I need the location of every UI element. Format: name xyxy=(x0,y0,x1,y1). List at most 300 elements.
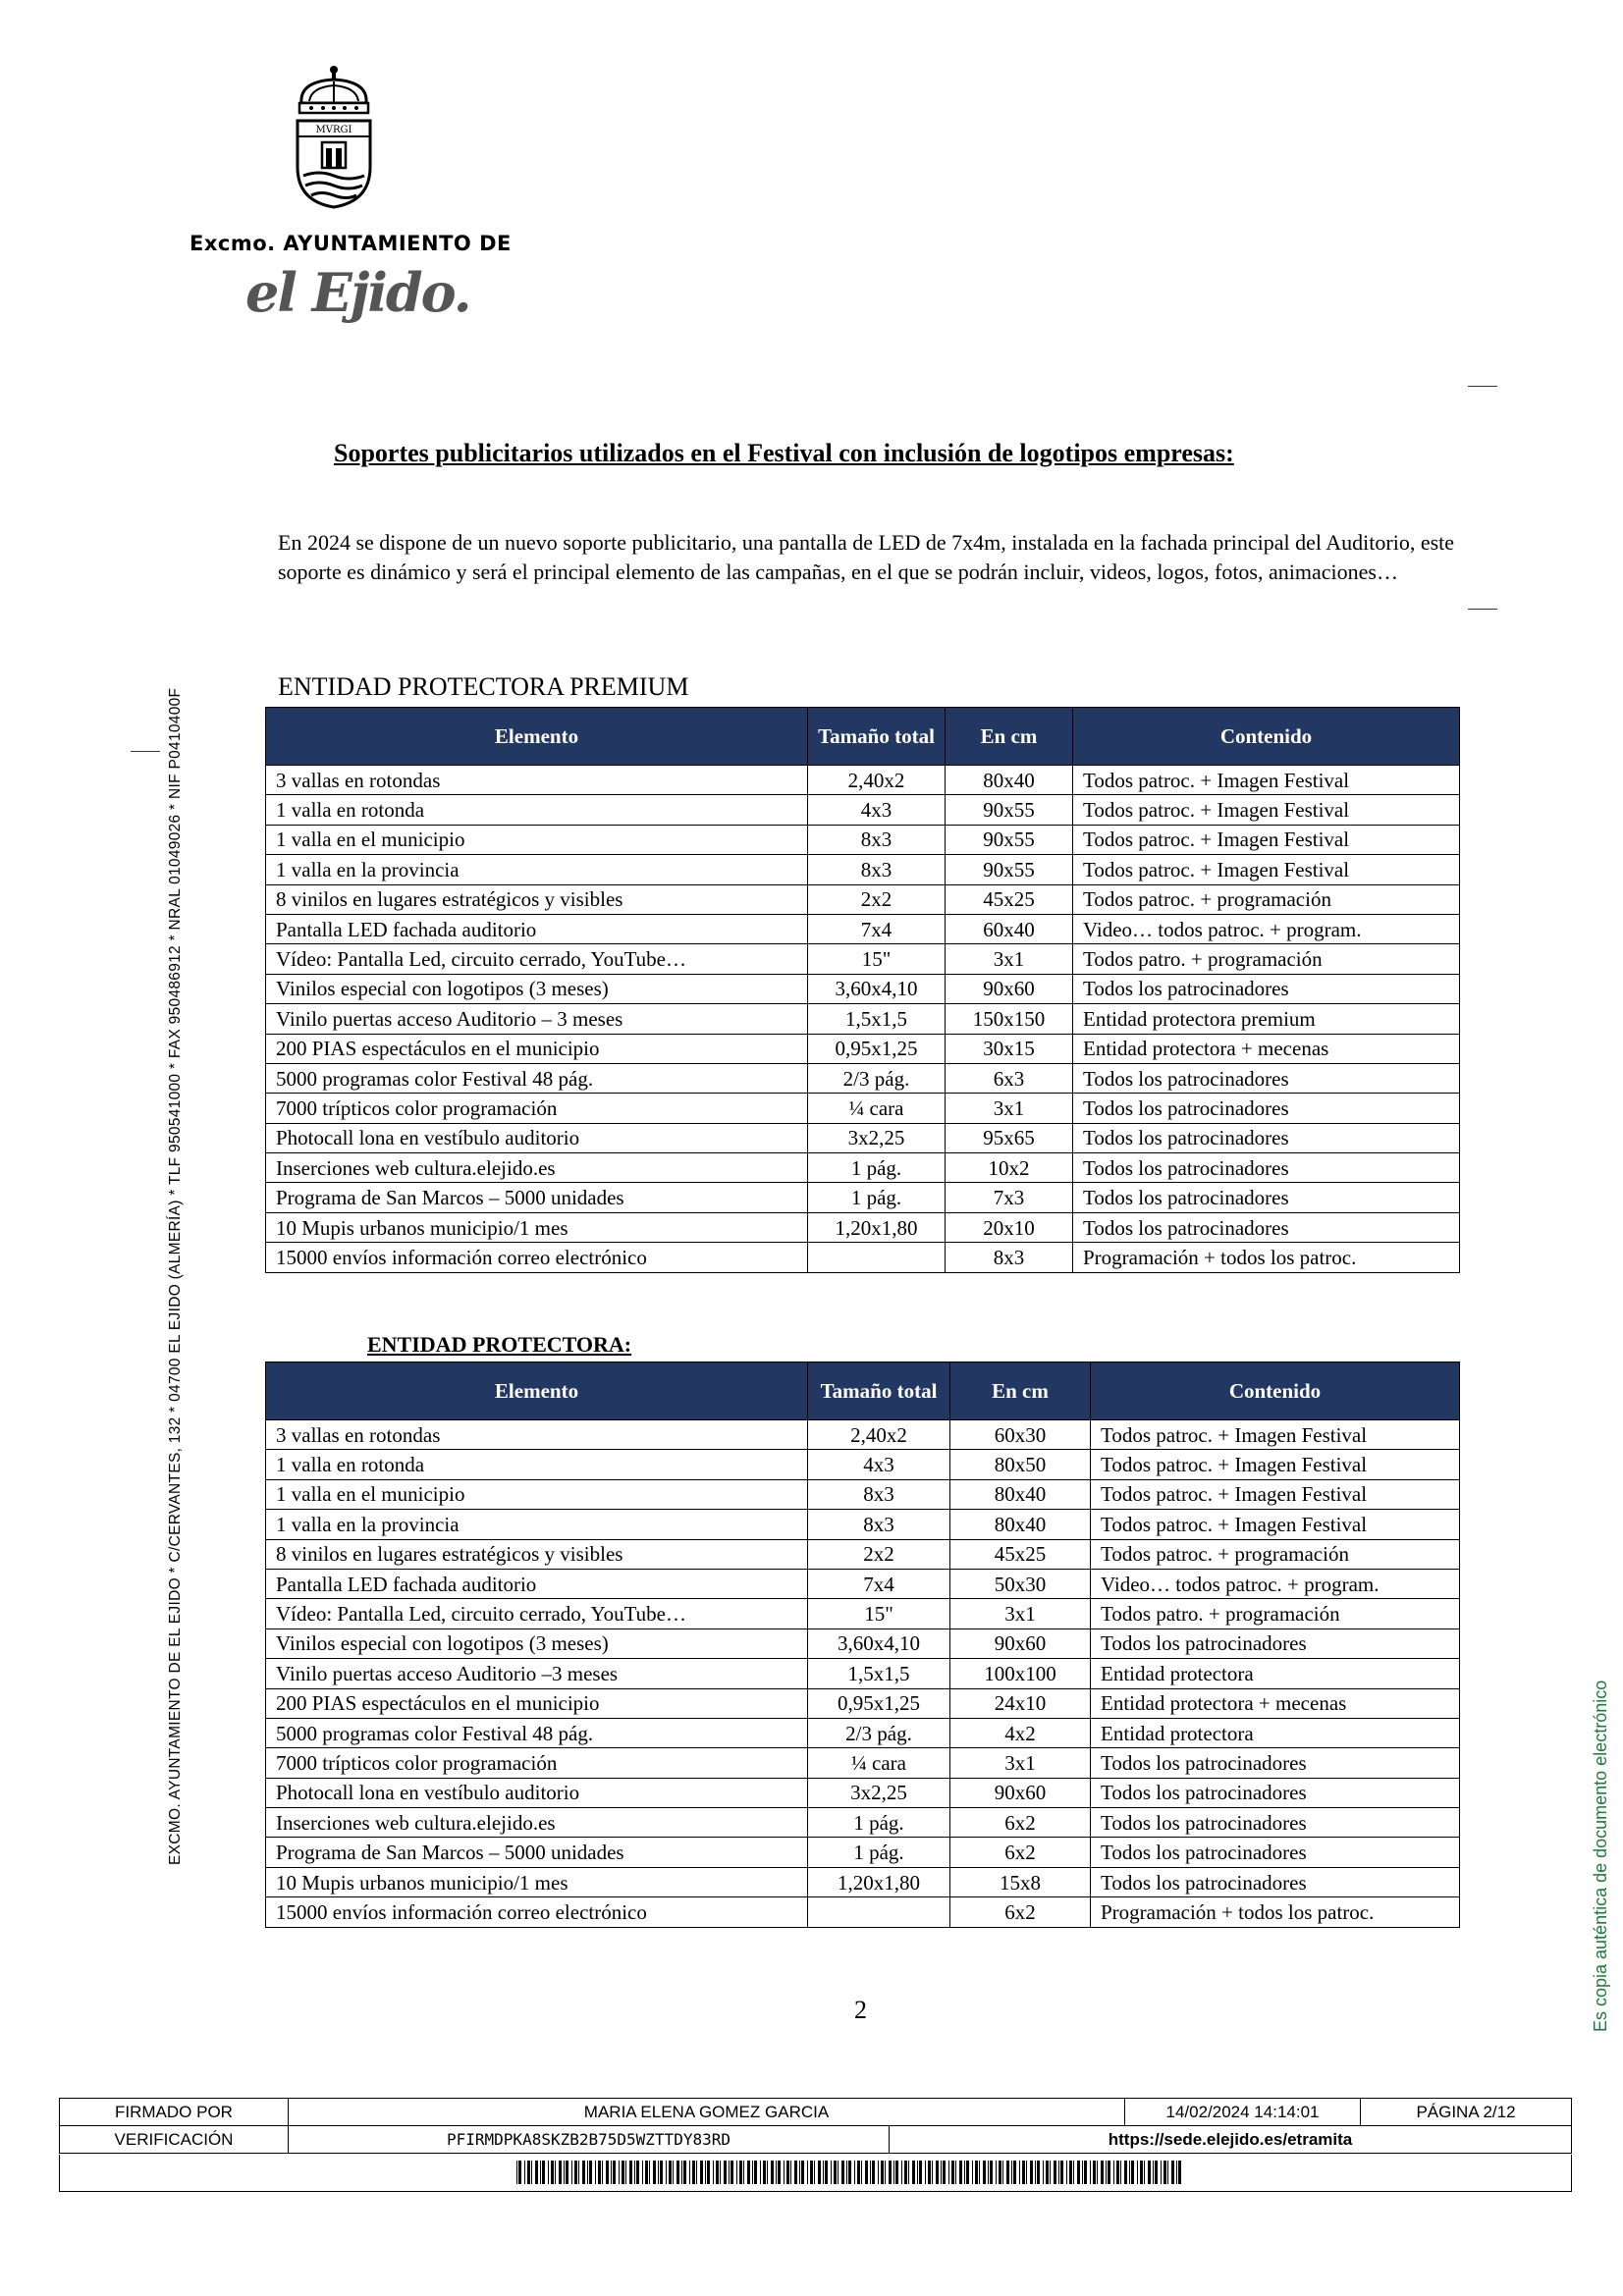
cm-size-cell: 4x2 xyxy=(950,1718,1091,1747)
table-row xyxy=(266,1212,1460,1242)
page-counter: PÁGINA 2/12 xyxy=(1416,2103,1516,2121)
barcode-bar xyxy=(1176,2161,1177,2184)
signature-row xyxy=(59,2098,1572,2126)
content-cell: Todos los patrocinadores xyxy=(1091,1867,1460,1896)
barcode-bar xyxy=(838,2161,839,2184)
barcode-bar xyxy=(1178,2161,1181,2184)
barcode-bar xyxy=(1161,2161,1162,2184)
cm-size-cell: 3x1 xyxy=(946,944,1073,974)
barcode-bar xyxy=(857,2161,860,2184)
barcode-bar xyxy=(1106,2161,1107,2184)
element-cell: Vinilo puertas acceso Auditorio – 3 meses xyxy=(266,1004,808,1034)
barcode-bar xyxy=(996,2161,997,2184)
table-row xyxy=(266,1808,1460,1838)
barcode-bar xyxy=(1093,2161,1096,2184)
barcode-bar xyxy=(955,2161,956,2184)
barcode-bar xyxy=(912,2161,915,2184)
barcode-bar xyxy=(831,2161,832,2184)
barcode-bar xyxy=(669,2161,672,2184)
barcode-bar xyxy=(564,2161,565,2184)
column-header: Elemento xyxy=(266,708,808,766)
barcode-bar xyxy=(925,2161,926,2184)
element-cell: Photocall lona en vestíbulo auditorio xyxy=(266,1123,808,1152)
barcode-bar xyxy=(1026,2161,1027,2184)
barcode-bar xyxy=(1163,2161,1166,2184)
table-row xyxy=(266,1778,1460,1807)
total-size-cell: 0,95x1,25 xyxy=(808,1688,950,1718)
barcode-bar xyxy=(979,2161,980,2184)
barcode-bar xyxy=(936,2161,939,2184)
element-cell: Vídeo: Pantalla Led, circuito cerrado, YouTube… xyxy=(266,1599,808,1629)
barcode-bar xyxy=(943,2161,946,2184)
table-row xyxy=(266,1838,1460,1867)
element-cell: 5000 programas color Festival 48 pág. xyxy=(266,1718,808,1747)
barcode-bar xyxy=(739,2161,742,2184)
barcode-bar xyxy=(625,2161,626,2184)
barcode-bar xyxy=(810,2161,813,2184)
cm-size-cell: 90x60 xyxy=(946,974,1073,1003)
element-cell: 7000 trípticos color programación xyxy=(266,1094,808,1123)
barcode-bar xyxy=(683,2161,686,2184)
content-cell: Todos los patrocinadores xyxy=(1091,1629,1460,1658)
barcode-bar xyxy=(776,2161,777,2184)
barcode-bar xyxy=(760,2161,761,2184)
barcode-bar xyxy=(801,2161,804,2184)
barcode-bar xyxy=(653,2161,656,2184)
barcode-bar xyxy=(747,2161,750,2184)
total-size-cell: 1 pág. xyxy=(808,1838,950,1867)
barcode-bar xyxy=(1153,2161,1154,2184)
barcode-bar xyxy=(716,2161,719,2184)
cm-size-cell: 45x25 xyxy=(946,884,1073,914)
content-cell: Todos patroc. + Imagen Festival xyxy=(1091,1450,1460,1479)
element-cell: Vinilos especial con logotipos (3 meses) xyxy=(266,1629,808,1658)
table-row xyxy=(266,795,1460,825)
barcode-bar xyxy=(1124,2161,1127,2184)
element-cell: 15000 envíos información correo electrónico xyxy=(266,1897,808,1927)
signature-datetime: 14/02/2024 14:14:01 xyxy=(1125,2099,1361,2125)
barcode-bar xyxy=(535,2161,538,2184)
element-cell: 3 vallas en rotondas xyxy=(266,1420,808,1450)
barcode-bar xyxy=(1140,2161,1143,2184)
barcode-bar xyxy=(814,2161,815,2184)
content-cell: Todos patroc. + Imagen Festival xyxy=(1073,766,1460,795)
barcode-bar xyxy=(1116,2161,1119,2184)
barcode-bar xyxy=(613,2161,616,2184)
total-size-cell: 1 pág. xyxy=(808,1153,946,1183)
barcode-bar xyxy=(676,2161,679,2184)
total-size-cell: ¼ cara xyxy=(808,1094,946,1123)
content-cell: Todos los patrocinadores xyxy=(1073,1183,1460,1212)
signature-footer xyxy=(59,2098,1572,2192)
barcode-bar xyxy=(1120,2161,1121,2184)
barcode-bar xyxy=(1035,2161,1036,2184)
column-header: Tamaño total xyxy=(808,708,946,766)
section-title-premium: ENTIDAD PROTECTORA PREMIUM xyxy=(278,672,689,701)
content-cell: Todos patroc. + Imagen Festival xyxy=(1091,1420,1460,1450)
content-cell: Todos los patrocinadores xyxy=(1073,1123,1460,1152)
table-row xyxy=(266,1510,1460,1539)
barcode-bar xyxy=(1050,2161,1051,2184)
table-row xyxy=(266,1748,1460,1778)
margin-mark xyxy=(131,751,160,752)
cm-size-cell: 95x65 xyxy=(946,1123,1073,1152)
table-row xyxy=(266,1094,1460,1123)
barcode-bar xyxy=(571,2161,572,2184)
total-size-cell: 4x3 xyxy=(808,795,946,825)
cm-size-cell: 100x100 xyxy=(950,1659,1091,1688)
cm-size-cell: 3x1 xyxy=(950,1748,1091,1778)
barcode-bar xyxy=(1155,2161,1158,2184)
barcode-bar xyxy=(983,2161,986,2184)
barcode-bar xyxy=(587,2161,588,2184)
barcode-bar xyxy=(1131,2161,1134,2184)
signed-label: FIRMADO POR xyxy=(60,2099,289,2125)
barcode-bar xyxy=(1097,2161,1098,2184)
barcode-bar xyxy=(870,2161,871,2184)
barcode-bar xyxy=(767,2161,768,2184)
protector-sponsor-table xyxy=(265,1362,1460,1928)
margin-mark xyxy=(1468,609,1497,610)
cm-size-cell: 80x40 xyxy=(946,766,1073,795)
barcode-bar xyxy=(518,2161,521,2184)
content-cell: Entidad protectora + mecenas xyxy=(1091,1688,1460,1718)
content-cell: Todos los patrocinadores xyxy=(1073,1063,1460,1093)
content-cell: Todos patro. + programación xyxy=(1073,944,1460,974)
barcode-bar xyxy=(948,2161,949,2184)
barcode-bar xyxy=(854,2161,855,2184)
element-cell: 8 vinilos en lugares estratégicos y visibles xyxy=(266,884,808,914)
table-row xyxy=(266,1718,1460,1747)
barcode-bar xyxy=(959,2161,962,2184)
total-size-cell: 2x2 xyxy=(808,884,946,914)
element-cell: 200 PIAS espectáculos en el municipio xyxy=(266,1688,808,1718)
column-header: En cm xyxy=(946,708,1073,766)
barcode-bar xyxy=(1054,2161,1056,2184)
content-cell: Entidad protectora + mecenas xyxy=(1073,1034,1460,1063)
total-size-cell: 7x4 xyxy=(808,1569,950,1598)
barcode-bar xyxy=(548,2161,549,2184)
barcode-bar xyxy=(752,2161,753,2184)
total-size-cell: 4x3 xyxy=(808,1450,950,1479)
barcode-bar xyxy=(555,2161,556,2184)
barcode-bar xyxy=(975,2161,978,2184)
cm-size-cell: 15x8 xyxy=(950,1867,1091,1896)
barcode-bar xyxy=(1066,2161,1067,2184)
barcode-bar xyxy=(893,2161,894,2184)
margin-mark xyxy=(1468,386,1497,387)
element-cell: Vinilos especial con logotipos (3 meses) xyxy=(266,974,808,1003)
cm-size-cell: 60x40 xyxy=(946,914,1073,943)
barcode-bar xyxy=(1013,2161,1016,2184)
table-row xyxy=(266,1063,1460,1093)
total-size-cell: 3x2,25 xyxy=(808,1123,946,1152)
barcode-bar xyxy=(642,2161,643,2184)
barcode-bar xyxy=(582,2161,585,2184)
barcode-bar xyxy=(524,2161,525,2184)
barcode-bar xyxy=(634,2161,635,2184)
content-cell: Video… todos patroc. + program. xyxy=(1091,1569,1460,1598)
element-cell: 200 PIAS espectáculos en el municipio xyxy=(266,1034,808,1063)
total-size-cell: 1,20x1,80 xyxy=(808,1867,950,1896)
total-size-cell: 1 pág. xyxy=(808,1183,946,1212)
cm-size-cell: 3x1 xyxy=(950,1599,1091,1629)
element-cell: Pantalla LED fachada auditorio xyxy=(266,1569,808,1598)
barcode-bar xyxy=(559,2161,562,2184)
barcode-bar xyxy=(1043,2161,1044,2184)
barcode-bar xyxy=(1069,2161,1072,2184)
total-size-cell: 7x4 xyxy=(808,914,946,943)
element-cell: 1 valla en la provincia xyxy=(266,1510,808,1539)
crest-text: MVRGI xyxy=(315,125,352,135)
barcode-bar xyxy=(951,2161,954,2184)
barcode-bar xyxy=(818,2161,821,2184)
total-size-cell: ¼ cara xyxy=(808,1748,950,1778)
element-cell: 10 Mupis urbanos municipio/1 mes xyxy=(266,1867,808,1896)
content-cell: Todos los patrocinadores xyxy=(1091,1778,1460,1807)
element-cell: Inserciones web cultura.elejido.es xyxy=(266,1153,808,1183)
content-cell: Todos los patrocinadores xyxy=(1091,1808,1460,1838)
total-size-cell: 8x3 xyxy=(808,825,946,854)
barcode-row xyxy=(59,2155,1572,2192)
verification-code: PFIRMDPKA8SKZB2B75D5WZTTDY83RD xyxy=(289,2126,890,2153)
barcode-bar xyxy=(861,2161,862,2184)
barcode-bar xyxy=(566,2161,568,2184)
barcode-bar xyxy=(660,2161,663,2184)
page-title: Soportes publicitarios utilizados en el Festival con inclusión de logotipos empresas: xyxy=(334,439,1234,467)
cm-size-cell: 60x30 xyxy=(950,1420,1091,1450)
content-cell: Todos los patrocinadores xyxy=(1073,1153,1460,1183)
barcode-bar xyxy=(578,2161,579,2184)
barcode-bar xyxy=(542,2161,545,2184)
content-cell: Entidad protectora xyxy=(1091,1718,1460,1747)
barcode-bar xyxy=(531,2161,532,2184)
barcode-bar xyxy=(754,2161,757,2184)
authentic-copy-note: Es copia auténtica de documento electrónico xyxy=(1591,1680,1610,2032)
total-size-cell: 2,40x2 xyxy=(808,766,946,795)
table-row xyxy=(266,1629,1460,1658)
verification-label: VERIFICACIÓN xyxy=(60,2126,289,2153)
total-size-cell: 2,40x2 xyxy=(808,1420,950,1450)
total-size-cell: 1 pág. xyxy=(808,1808,950,1838)
barcode-bar xyxy=(707,2161,710,2184)
barcode-bar xyxy=(1144,2161,1145,2184)
cm-size-cell: 90x60 xyxy=(950,1629,1091,1658)
verification-url[interactable]: https://sede.elejido.es/etramita xyxy=(1108,2130,1353,2149)
total-size-cell: 2/3 pág. xyxy=(808,1718,950,1747)
cm-size-cell: 90x55 xyxy=(946,795,1073,825)
content-cell: Todos patro. + programación xyxy=(1091,1599,1460,1629)
barcode-bar xyxy=(823,2161,824,2184)
barcode-bar xyxy=(689,2161,690,2184)
barcode-bar xyxy=(1019,2161,1020,2184)
column-header: Tamaño total xyxy=(808,1362,950,1420)
content-cell: Todos patroc. + Imagen Festival xyxy=(1073,825,1460,854)
barcode-bar xyxy=(611,2161,612,2184)
element-cell: 1 valla en el municipio xyxy=(266,1479,808,1509)
barcode-bar xyxy=(636,2161,639,2184)
table-row xyxy=(266,1420,1460,1450)
barcode-bar xyxy=(908,2161,909,2184)
barcode-bar xyxy=(878,2161,879,2184)
side-address-text: EXCMO. AYUNTAMIENTO DE EL EJIDO * C/CERVANTES, 132 * 04700 EL EJIDO (ALMERÍA) * TLF 950541000 * FAX 950486912 * NRAL 01049026 * NIF P0410400F xyxy=(167,687,184,1865)
barcode-bar xyxy=(1058,2161,1059,2184)
cm-size-cell: 90x55 xyxy=(946,855,1073,884)
barcode-bar xyxy=(1011,2161,1012,2184)
barcode-bar xyxy=(881,2161,884,2184)
table-row xyxy=(266,1897,1460,1927)
signer-name: MARIA ELENA GOMEZ GARCIA xyxy=(289,2099,1125,2125)
element-cell: 10 Mupis urbanos municipio/1 mes xyxy=(266,1212,808,1242)
total-size-cell: 2/3 pág. xyxy=(808,1063,946,1093)
barcode-bar xyxy=(743,2161,744,2184)
barcode-bar xyxy=(841,2161,844,2184)
city-logo-text: el Ejido. xyxy=(245,261,470,324)
element-cell: 1 valla en rotonda xyxy=(266,795,808,825)
barcode-bar xyxy=(889,2161,892,2184)
barcode-bar xyxy=(932,2161,933,2184)
intro-paragraph: En 2024 se dispone de un nuevo soporte publicitario, una pantalla de LED de 7x4m, instalada en la fachada principal del Auditorio, este soporte es dinámico y será el principal elemento de las campañas, en el que se podrán incluir, videos, logos, fotos, animaciones… xyxy=(278,530,1455,584)
barcode-bar xyxy=(846,2161,847,2184)
element-cell: 15000 envíos información correo electrónico xyxy=(266,1243,808,1272)
barcode-bar xyxy=(786,2161,789,2184)
cm-size-cell: 80x50 xyxy=(950,1450,1091,1479)
total-size-cell xyxy=(808,1897,950,1927)
barcode-bar xyxy=(649,2161,650,2184)
cm-size-cell: 80x40 xyxy=(950,1510,1091,1539)
barcode-bar xyxy=(917,2161,918,2184)
table-row xyxy=(266,1479,1460,1509)
barcode-bar xyxy=(629,2161,632,2184)
barcode-bar xyxy=(730,2161,733,2184)
cm-size-cell: 7x3 xyxy=(946,1183,1073,1212)
content-cell: Entidad protectora premium xyxy=(1073,1004,1460,1034)
element-cell: 1 valla en el municipio xyxy=(266,825,808,854)
element-cell: 1 valla en la provincia xyxy=(266,855,808,884)
barcode-bar xyxy=(692,2161,695,2184)
content-cell: Todos los patrocinadores xyxy=(1091,1748,1460,1778)
table-row xyxy=(266,855,1460,884)
barcode-bar xyxy=(713,2161,714,2184)
barcode-bar xyxy=(619,2161,620,2184)
barcode-bar xyxy=(1084,2161,1087,2184)
barcode-bar xyxy=(794,2161,797,2184)
table-row xyxy=(266,1569,1460,1598)
barcode-bar xyxy=(606,2161,609,2184)
table-row xyxy=(266,1867,1460,1896)
barcode-bar xyxy=(1002,2161,1003,2184)
barcode-bar xyxy=(1137,2161,1138,2184)
barcode-bar xyxy=(720,2161,721,2184)
content-cell: Todos patroc. + Imagen Festival xyxy=(1073,795,1460,825)
total-size-cell: 8x3 xyxy=(808,855,946,884)
column-header: Contenido xyxy=(1091,1362,1460,1420)
table-row xyxy=(266,1153,1460,1183)
barcode-bar xyxy=(901,2161,902,2184)
cm-size-cell: 6x2 xyxy=(950,1897,1091,1927)
table-row xyxy=(266,974,1460,1003)
content-cell: Todos los patrocinadores xyxy=(1073,974,1460,1003)
barcode-bar xyxy=(763,2161,766,2184)
total-size-cell xyxy=(808,1243,946,1272)
barcode-bar xyxy=(527,2161,530,2184)
barcode-bar xyxy=(799,2161,800,2184)
barcode-bar xyxy=(540,2161,541,2184)
table-row xyxy=(266,884,1460,914)
cm-size-cell: 150x150 xyxy=(946,1004,1073,1034)
barcode-bar xyxy=(865,2161,868,2184)
barcode-bar xyxy=(1073,2161,1074,2184)
barcode-bar xyxy=(941,2161,942,2184)
element-cell: 5000 programas color Festival 48 pág. xyxy=(266,1063,808,1093)
barcode-bar xyxy=(1030,2161,1033,2184)
content-cell: Entidad protectora xyxy=(1091,1659,1460,1688)
barcode-bar xyxy=(919,2161,922,2184)
content-cell: Programación + todos los patroc. xyxy=(1091,1897,1460,1927)
total-size-cell: 8x3 xyxy=(808,1510,950,1539)
table-row xyxy=(266,1183,1460,1212)
table-row xyxy=(266,766,1460,795)
barcode-bar xyxy=(966,2161,969,2184)
barcode-bar xyxy=(904,2161,907,2184)
barcode-bar xyxy=(1077,2161,1080,2184)
barcode-bar xyxy=(1167,2161,1168,2184)
barcode-bar xyxy=(666,2161,667,2184)
total-size-cell: 3x2,25 xyxy=(808,1778,950,1807)
barcode-bar xyxy=(990,2161,993,2184)
barcode-bar xyxy=(1090,2161,1091,2184)
table-row xyxy=(266,1243,1460,1272)
total-size-cell: 0,95x1,25 xyxy=(808,1034,946,1063)
element-cell: Inserciones web cultura.elejido.es xyxy=(266,1808,808,1838)
content-cell: Todos los patrocinadores xyxy=(1091,1838,1460,1867)
barcode-bar xyxy=(895,2161,898,2184)
section-title-protector: ENTIDAD PROTECTORA: xyxy=(367,1332,632,1357)
element-cell: 7000 trípticos color programación xyxy=(266,1748,808,1778)
content-cell: Video… todos patroc. + program. xyxy=(1073,914,1460,943)
element-cell: Vídeo: Pantalla Led, circuito cerrado, YouTube… xyxy=(266,944,808,974)
content-cell: Todos patroc. + Imagen Festival xyxy=(1073,855,1460,884)
barcode-bar xyxy=(589,2161,592,2184)
column-header: En cm xyxy=(950,1362,1091,1420)
barcode-bar xyxy=(673,2161,674,2184)
content-cell: Todos patroc. + Imagen Festival xyxy=(1091,1479,1460,1509)
barcode-bar xyxy=(736,2161,737,2184)
barcode-bar xyxy=(771,2161,774,2184)
barcode-bar xyxy=(1113,2161,1114,2184)
element-cell: 8 vinilos en lugares estratégicos y visibles xyxy=(266,1539,808,1569)
premium-sponsor-table xyxy=(265,707,1460,1273)
barcode-bar xyxy=(696,2161,697,2184)
element-cell: Photocall lona en vestíbulo auditorio xyxy=(266,1778,808,1807)
barcode-bar xyxy=(807,2161,808,2184)
content-cell: Todos patroc. + programación xyxy=(1073,884,1460,914)
barcode-bar xyxy=(595,2161,596,2184)
table-row xyxy=(266,1539,1460,1569)
verification-row xyxy=(59,2125,1572,2154)
content-cell: Todos los patrocinadores xyxy=(1073,1094,1460,1123)
barcode-bar xyxy=(574,2161,577,2184)
column-header: Elemento xyxy=(266,1362,808,1420)
table-row xyxy=(266,1123,1460,1152)
council-label: Excmo. AYUNTAMIENTO DE xyxy=(189,232,512,255)
barcode-bar xyxy=(928,2161,931,2184)
barcode-bar xyxy=(834,2161,837,2184)
barcode-bar xyxy=(551,2161,554,2184)
cm-size-cell: 8x3 xyxy=(946,1243,1073,1272)
barcode-bar xyxy=(645,2161,648,2184)
cm-size-cell: 90x55 xyxy=(946,825,1073,854)
